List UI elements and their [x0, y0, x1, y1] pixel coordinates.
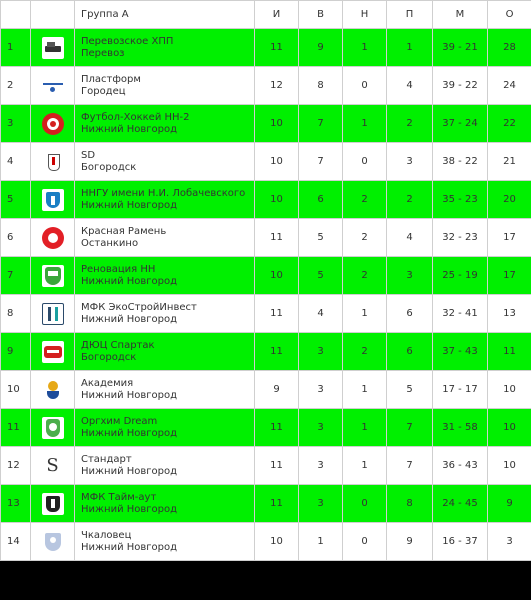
points: 17	[488, 219, 531, 257]
draws: 2	[343, 219, 387, 257]
team-city: Останкино	[81, 237, 139, 249]
header-losses[interactable]: П	[387, 1, 433, 29]
goals: 25 - 19	[433, 257, 488, 295]
games-played: 11	[255, 485, 299, 523]
wins: 5	[299, 257, 343, 295]
points: 10	[488, 447, 531, 485]
wins: 3	[299, 371, 343, 409]
draws: 0	[343, 523, 387, 561]
losses: 2	[387, 181, 433, 219]
team-logo-cell	[31, 257, 75, 295]
team-cell[interactable]	[75, 485, 255, 523]
row-rank: 14	[1, 523, 31, 561]
team-logo-icon[interactable]: S	[42, 455, 64, 477]
wins: 6	[299, 181, 343, 219]
team-cell[interactable]	[75, 219, 255, 257]
losses: 1	[387, 29, 433, 67]
table-row[interactable]	[1, 333, 531, 371]
team-name[interactable]: МФК Тайм-аут	[81, 491, 157, 503]
games-played: 11	[255, 333, 299, 371]
team-logo-icon[interactable]	[42, 37, 64, 59]
losses: 9	[387, 523, 433, 561]
games-played: 11	[255, 295, 299, 333]
team-name[interactable]: Реновация НН	[81, 263, 156, 275]
points: 9	[488, 485, 531, 523]
team-name[interactable]: ДЮЦ Спартак	[81, 339, 155, 351]
header-rank	[1, 1, 31, 29]
team-name[interactable]: Красная Рамень	[81, 225, 167, 237]
header-wins[interactable]: В	[299, 1, 343, 29]
row-rank: 8	[1, 295, 31, 333]
wins: 3	[299, 447, 343, 485]
team-city: Нижний Новгород	[81, 427, 178, 439]
points: 21	[488, 143, 531, 181]
draws: 1	[343, 409, 387, 447]
team-name[interactable]: Пластформ	[81, 73, 141, 85]
row-rank: 12	[1, 447, 31, 485]
losses: 4	[387, 219, 433, 257]
row-rank: 7	[1, 257, 31, 295]
row-rank: 4	[1, 143, 31, 181]
team-name[interactable]: Академия	[81, 377, 134, 389]
wins: 4	[299, 295, 343, 333]
goals: 17 - 17	[433, 371, 488, 409]
row-rank: 2	[1, 67, 31, 105]
header-goals[interactable]: М	[433, 1, 488, 29]
team-city: Богородск	[81, 351, 137, 363]
team-city: Нижний Новгород	[81, 199, 178, 211]
header-row	[1, 1, 531, 29]
team-cell[interactable]	[75, 409, 255, 447]
table-row[interactable]	[1, 447, 531, 485]
team-cell[interactable]	[75, 29, 255, 67]
losses: 3	[387, 257, 433, 295]
wins: 9	[299, 29, 343, 67]
draws: 1	[343, 447, 387, 485]
draws: 2	[343, 257, 387, 295]
team-city: Богородск	[81, 161, 137, 173]
draws: 1	[343, 29, 387, 67]
points: 13	[488, 295, 531, 333]
draws: 1	[343, 105, 387, 143]
draws: 0	[343, 67, 387, 105]
row-rank: 9	[1, 333, 31, 371]
team-logo-cell	[31, 143, 75, 181]
team-name[interactable]: Стандарт	[81, 453, 132, 465]
team-logo-icon[interactable]	[42, 341, 64, 363]
team-logo-icon[interactable]	[42, 75, 64, 97]
team-name[interactable]: Футбол-Хоккей НН-2	[81, 111, 190, 123]
games-played: 10	[255, 143, 299, 181]
games-played: 11	[255, 447, 299, 485]
games-played: 9	[255, 371, 299, 409]
goals: 32 - 23	[433, 219, 488, 257]
header-logo	[31, 1, 75, 29]
games-played: 11	[255, 29, 299, 67]
team-cell[interactable]	[75, 447, 255, 485]
team-cell[interactable]	[75, 371, 255, 409]
team-cell[interactable]	[75, 181, 255, 219]
team-logo-icon[interactable]	[42, 113, 64, 135]
team-city: Городец	[81, 85, 126, 97]
losses: 2	[387, 105, 433, 143]
draws: 2	[343, 181, 387, 219]
losses: 3	[387, 143, 433, 181]
table-row[interactable]	[1, 371, 531, 409]
team-logo-cell	[31, 333, 75, 371]
team-logo-icon[interactable]	[42, 151, 64, 173]
row-rank: 3	[1, 105, 31, 143]
games-played: 10	[255, 523, 299, 561]
header-draws[interactable]: Н	[343, 1, 387, 29]
table-row[interactable]	[1, 485, 531, 523]
team-cell[interactable]	[75, 257, 255, 295]
standings-body	[1, 29, 531, 561]
row-rank: 1	[1, 29, 31, 67]
goals: 38 - 22	[433, 143, 488, 181]
table-row[interactable]	[1, 523, 531, 561]
draws: 1	[343, 371, 387, 409]
losses: 8	[387, 485, 433, 523]
team-logo-cell	[31, 67, 75, 105]
table-row[interactable]	[1, 105, 531, 143]
header-group-title[interactable]: Группа А	[75, 1, 255, 29]
team-name[interactable]: Оргхим Dream	[81, 415, 158, 427]
team-logo-icon[interactable]	[42, 493, 64, 515]
row-rank: 10	[1, 371, 31, 409]
games-played: 10	[255, 257, 299, 295]
losses: 7	[387, 447, 433, 485]
goals: 24 - 45	[433, 485, 488, 523]
goals: 16 - 37	[433, 523, 488, 561]
goals: 32 - 41	[433, 295, 488, 333]
row-rank: 13	[1, 485, 31, 523]
team-logo-icon[interactable]	[42, 531, 64, 553]
team-cell[interactable]	[75, 295, 255, 333]
team-name[interactable]: ННГУ имени Н.И. Лобачевского	[81, 187, 246, 199]
team-cell[interactable]	[75, 67, 255, 105]
wins: 7	[299, 143, 343, 181]
row-rank: 6	[1, 219, 31, 257]
team-city: Нижний Новгород	[81, 541, 178, 553]
team-logo-cell	[31, 105, 75, 143]
team-logo-cell	[31, 485, 75, 523]
table-row[interactable]	[1, 409, 531, 447]
team-logo-cell	[31, 371, 75, 409]
games-played: 11	[255, 219, 299, 257]
team-logo-icon[interactable]	[42, 303, 64, 325]
team-logo-cell	[31, 295, 75, 333]
points: 24	[488, 67, 531, 105]
games-played: 10	[255, 105, 299, 143]
header-games[interactable]: И	[255, 1, 299, 29]
table-row[interactable]	[1, 219, 531, 257]
team-logo-cell	[31, 409, 75, 447]
row-rank: 11	[1, 409, 31, 447]
team-logo-cell	[31, 219, 75, 257]
games-played: 11	[255, 409, 299, 447]
points: 11	[488, 333, 531, 371]
team-city: Нижний Новгород	[81, 389, 178, 401]
team-logo-icon[interactable]	[42, 417, 64, 439]
losses: 6	[387, 333, 433, 371]
team-city: Нижний Новгород	[81, 313, 178, 325]
games-played: 12	[255, 67, 299, 105]
table-row[interactable]	[1, 257, 531, 295]
goals: 37 - 43	[433, 333, 488, 371]
team-city: Нижний Новгород	[81, 465, 178, 477]
team-name[interactable]: SD	[81, 149, 96, 161]
points: 3	[488, 523, 531, 561]
goals: 35 - 23	[433, 181, 488, 219]
games-played: 10	[255, 181, 299, 219]
points: 10	[488, 409, 531, 447]
team-name[interactable]: Чкаловец	[81, 529, 132, 541]
draws: 0	[343, 485, 387, 523]
table-row[interactable]	[1, 295, 531, 333]
table-row[interactable]	[1, 181, 531, 219]
goals: 37 - 24	[433, 105, 488, 143]
table-row[interactable]	[1, 67, 531, 105]
goals: 39 - 22	[433, 67, 488, 105]
table-row[interactable]	[1, 29, 531, 67]
team-city: Перевоз	[81, 47, 125, 59]
losses: 5	[387, 371, 433, 409]
header-points[interactable]: О	[488, 1, 531, 29]
team-logo-cell	[31, 447, 75, 485]
team-logo-cell	[31, 29, 75, 67]
draws: 0	[343, 143, 387, 181]
team-logo-cell	[31, 181, 75, 219]
team-cell[interactable]	[75, 523, 255, 561]
losses: 7	[387, 409, 433, 447]
points: 20	[488, 181, 531, 219]
points: 28	[488, 29, 531, 67]
wins: 3	[299, 333, 343, 371]
row-rank: 5	[1, 181, 31, 219]
team-cell[interactable]	[75, 333, 255, 371]
team-logo-icon[interactable]	[42, 379, 64, 401]
team-logo-icon[interactable]	[42, 227, 64, 249]
team-logo-icon[interactable]	[42, 189, 64, 211]
team-city: Нижний Новгород	[81, 503, 178, 515]
goals: 36 - 43	[433, 447, 488, 485]
draws: 1	[343, 295, 387, 333]
points: 17	[488, 257, 531, 295]
points: 10	[488, 371, 531, 409]
wins: 3	[299, 409, 343, 447]
team-logo-cell	[31, 523, 75, 561]
team-city: Нижний Новгород	[81, 123, 178, 135]
wins: 8	[299, 67, 343, 105]
team-cell[interactable]	[75, 105, 255, 143]
wins: 3	[299, 485, 343, 523]
team-city: Нижний Новгород	[81, 275, 178, 287]
wins: 7	[299, 105, 343, 143]
team-name[interactable]: МФК ЭкоСтройИнвест	[81, 301, 197, 313]
team-name[interactable]: Перевозское ХПП	[81, 35, 174, 47]
draws: 2	[343, 333, 387, 371]
wins: 5	[299, 219, 343, 257]
losses: 4	[387, 67, 433, 105]
team-logo-icon[interactable]	[42, 265, 64, 287]
table-row[interactable]	[1, 143, 531, 181]
goals: 39 - 21	[433, 29, 488, 67]
wins: 1	[299, 523, 343, 561]
goals: 31 - 58	[433, 409, 488, 447]
losses: 6	[387, 295, 433, 333]
team-cell[interactable]	[75, 143, 255, 181]
points: 22	[488, 105, 531, 143]
